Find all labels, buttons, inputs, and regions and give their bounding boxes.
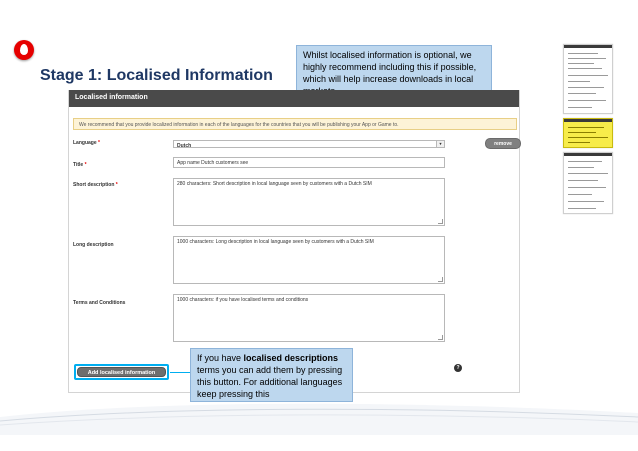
callout-connector <box>170 372 191 373</box>
page-title: Stage 1: Localised Information <box>40 67 273 84</box>
page-thumbnail <box>563 44 613 114</box>
remove-button[interactable]: remove <box>485 138 521 149</box>
page-thumbnail-highlighted <box>563 118 613 148</box>
terms-textarea[interactable]: 1000 characters: if you have localised terms and conditions <box>173 294 445 342</box>
required-marker: * <box>115 182 118 188</box>
required-marker: * <box>98 140 100 146</box>
terms-label: Terms and Conditions <box>73 300 126 306</box>
required-marker: * <box>84 162 87 168</box>
help-icon[interactable]: ? <box>454 364 462 372</box>
add-localised-information-button[interactable]: Add localised information <box>77 367 166 377</box>
panel-header: Localised information <box>69 90 519 107</box>
short-description-label: Short description * <box>73 182 118 188</box>
short-description-textarea[interactable]: 280 characters: Short description in local language seen by customers with a Dutch SIM <box>173 178 445 226</box>
language-value: Dutch <box>177 143 192 149</box>
page-thumbnail <box>563 152 613 214</box>
long-description-textarea[interactable]: 1000 characters: Long description in local language seen by customers with a Dutch SIM <box>173 236 445 284</box>
dropdown-arrow-icon[interactable]: ▾ <box>436 141 444 147</box>
language-label: Language * <box>73 140 100 146</box>
callout-optional-info: Whilst localised information is optional, we highly recommend including this if possible, which will help increase downloads in local <box>296 45 492 97</box>
vodafone-logo-icon <box>14 40 34 60</box>
callout-add-button: If you have localised descriptions terms you can add them by pressing this button. For additional languages keep pressing this <box>190 348 353 402</box>
recommendation-notice: We recommend that you provide localized information in each of the languages for the countries that you will be publishing your App or Game to. <box>73 118 517 130</box>
language-select[interactable] <box>173 140 445 148</box>
long-description-label: Long description <box>73 242 114 248</box>
title-input[interactable]: App name Dutch customers see <box>173 157 445 168</box>
title-label: Title * <box>73 162 87 168</box>
